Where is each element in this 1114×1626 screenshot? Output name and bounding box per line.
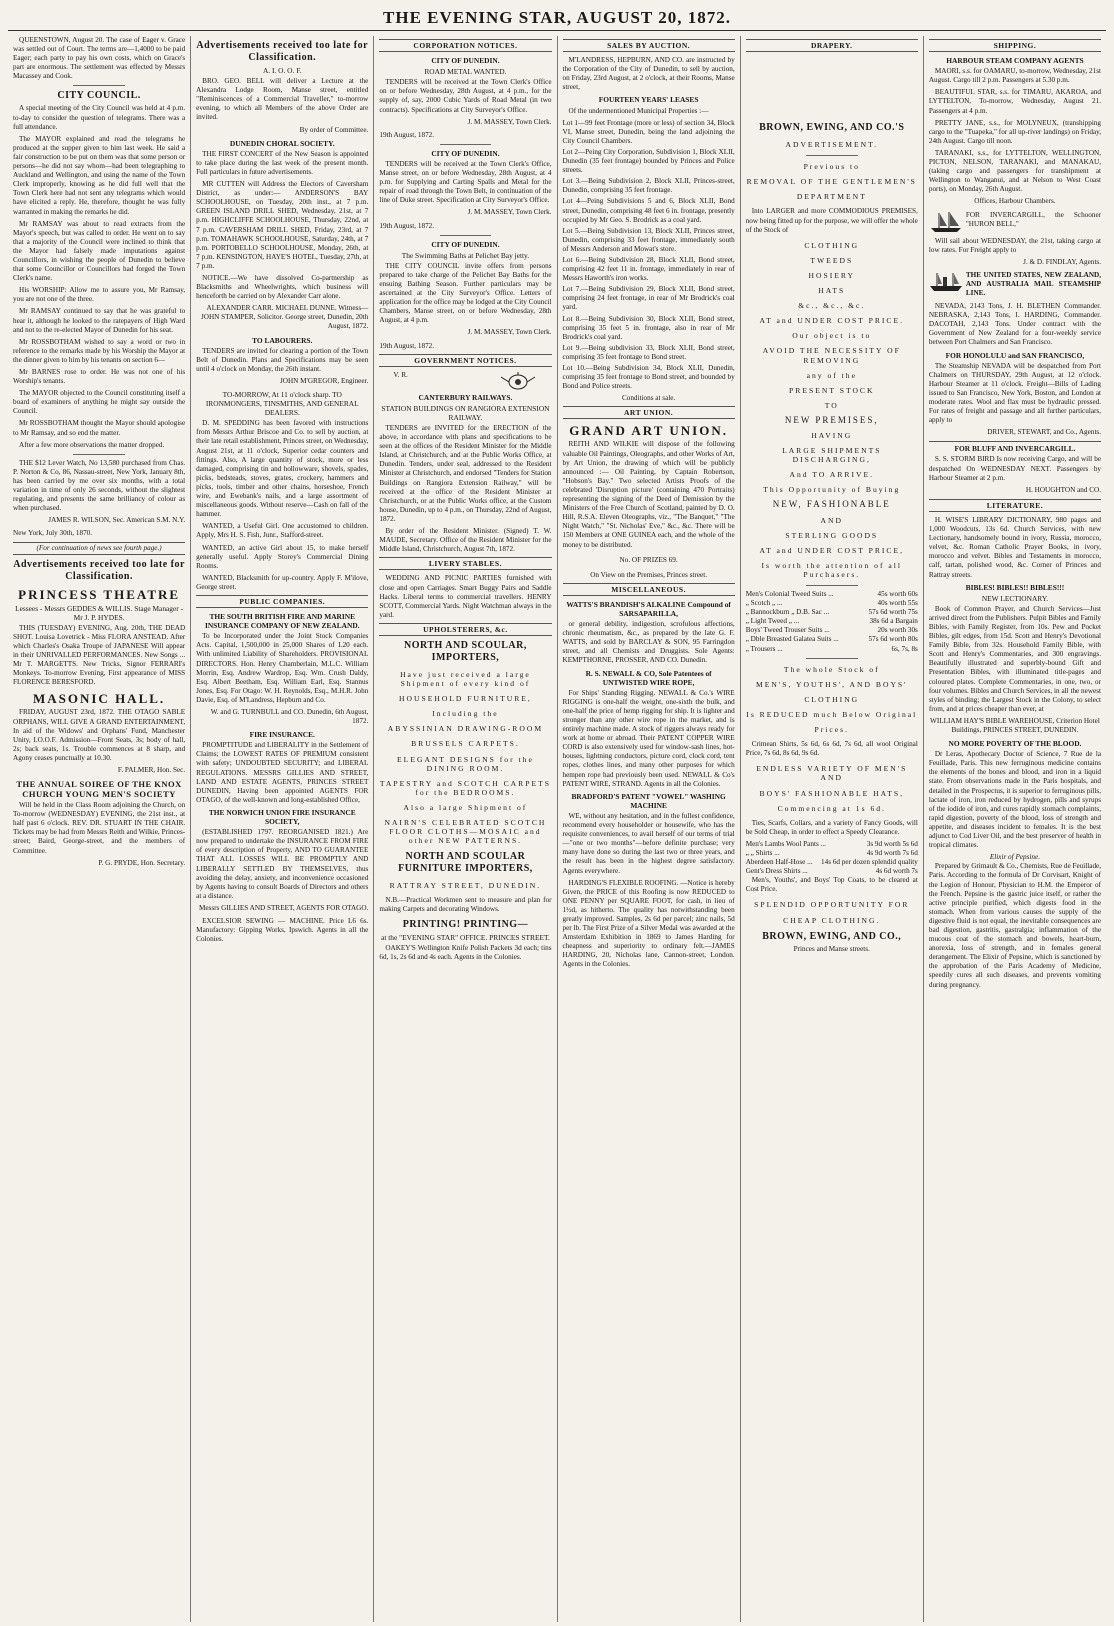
column-news (8, 36, 191, 1622)
printing-heading: PRINTING! PRINTING— (402, 918, 529, 930)
price-item: „ Trousers ... (745, 644, 783, 653)
columns (8, 36, 1106, 1622)
harbour-steam-heading: HARBOUR STEAM COMPANY AGENTS (946, 56, 1084, 66)
continuation-note: (For continuation of news see fourth page.) (13, 542, 185, 555)
drapery-line: DEPARTMENT (796, 192, 867, 202)
drapery-line: Is REDUCED much Below Original (746, 709, 918, 719)
notice-subheading: The Swimming Baths at Pelichet Bay jetty. (401, 250, 530, 260)
north-scoular-heading-2: NORTH AND SCOULAR FURNITURE IMPORTERS, (398, 851, 533, 875)
ns-line: HOUSEHOLD FURNITURE, (399, 694, 532, 704)
printing-body: at the "EVENING STAR" OFFICE. PRINCES STREET. (381, 932, 550, 942)
price-row (746, 645, 918, 654)
drapery-line: The whole Stock of (783, 664, 880, 674)
invercargill-ad (929, 211, 1101, 233)
watch-date: New York, July 30th, 1870. (13, 529, 93, 538)
bibles-signature: WILLIAM HAY'S BIBLE WAREHOUSE, Criterion Hotel Buildings, PRINCES STREET, DUNEDIN. (930, 716, 1100, 734)
price-item: „ Dble Breasted Galatea Suits ... (745, 635, 839, 644)
choral-body: THE FIRST CONCERT of the New Season is appointed to take place during the last week of the present month. Full particulars in future advertisements. (196, 149, 369, 176)
price-row (746, 635, 918, 644)
column-auctions (558, 36, 741, 1622)
wise-dictionary-ad: H. WISE'S LIBRARY DICTIONARY, 980 pages and 1,000 Woodcuts, 13s 6d. Church Services, with new Lectionary, handsomely bound in ivory, Russia, morocco, velvet, &c. Roman Catholic Prayer Books, in ivory, morocco and velvet. Bibles and Testaments in morocco, calf, tartan, polished wood, &c. Corner of Princes and Rattray streets. (928, 515, 1102, 579)
drapery-line: &c., &c., &c. (798, 301, 866, 311)
council-heading: CITY COUNCIL. (57, 90, 141, 102)
section-livery-stables: LIVERY STABLES. (379, 557, 551, 570)
price-value: 6s, 7s, 8s (891, 644, 918, 653)
bibles-subheading: NEW LECTIONARY. (981, 593, 1049, 603)
ns-line: Also a large Shipment of (403, 802, 528, 812)
divider (806, 155, 858, 156)
price-row (746, 626, 918, 635)
price-value: 4s 9d worth 7s 6d (866, 848, 918, 857)
notice-heading: CITY OF DUNEDIN. (431, 56, 500, 66)
notice-signature: J. M. MASSEY, Town Clerk. (467, 117, 552, 126)
section-upholsterers: UPHOLSTERERS, &c. (379, 623, 551, 636)
ns-line: Have just received a large Shipment of every kind of (400, 669, 531, 689)
ns-line: TAPESTRY and SCOTCH CARPETS for the BEDROOMS. (379, 778, 551, 797)
storm-bird-ad: S. S. STORM BIRD Is now receiving Cargo, and will be despatched On WEDNESDAY NEXT. Passengers by Harbour Steamer at 2 p.m. (928, 455, 1102, 482)
price-value: 40s worth 55s (877, 599, 918, 608)
invercargill-body: Will sail about WEDNESDAY, the 21st, taking cargo at low rates. For Freight apply to (928, 236, 1102, 254)
masthead: THE EVENING STAR, AUGUST 20, 1872. (8, 6, 1106, 31)
notice-date: 19th August, 1872. (379, 341, 435, 350)
column-advertisements (191, 36, 374, 1622)
drapery-line: Is worth the attention of all Purchasers. (761, 560, 902, 579)
soiree-body: Will be held in the Class Room adjoining the Church, on To-morrow (WEDNESDAY) EVENING, the 21st inst., at half past 6 o'clock. REV. DR. STUART IN THE CHAIR. Tickets may be had from Messrs Reith and Wilkie, Princes-street; Baird, George-street, and the members of Committee. (13, 801, 186, 855)
bradford-heading: BRADFORD'S PATENT "VOWEL" WASHING MACHINE (571, 791, 726, 810)
livery-ad: WEDDING AND PICNIC PARTIES furnished with close and open Carriages. Smart Buggy Pairs and Saddle Hacks. Liberal terms to commercial travellers. HENRY SCOTT, Commercial Yards. Night Watchman always in the yard. (379, 574, 552, 619)
notice-body: THE CITY COUNCIL invite offers from persons prepared to take charge of the Pelichet Bay Baths for the ensuing Bathing Season. Further particulars may be ascertained at the City Surveyor's Office. Letters of application for the office may be lodged at the City Council Chambers, Manse street, on or before Wednesday, 28th August, at 4 p.m. (379, 261, 552, 325)
lot-item: Lot 8.—Being Subdivision 30, Block XLII, Bond street, comprising 35 feet 5 in. frontage, also in rear of Mr Brodrick's coal yard. (562, 314, 735, 341)
divider (806, 585, 858, 586)
leases-intro: Of the undermentioned Municipal Properties :— (568, 106, 709, 115)
mlandress-intro: M'LANDRESS, HEPBURN, AND CO. are instructed by the Corporation of the City of Dunedin, to sell by auction, on Friday, 23rd August, at 2 o'clock, at their Rooms, Manse street, (562, 56, 735, 92)
lot-item: Lot 4—Peing Subdivisions 5 and 6, Block XLII, Bond street, Dunedin, comprising 48 feet 6 in. frontage, presently occupied by Mr Geo. S. Brodrick as a coal yard. (562, 197, 735, 224)
ship-notice: MAORI, s.s. for OAMARU, to-morrow, Wednesday, 21st August. Cargo till 2 p.m. Passengers at 5.30 p.m. (928, 67, 1102, 85)
drapery-line: Prices. (814, 725, 849, 735)
masonic-title: MASONIC HALL. (32, 691, 166, 707)
drapery-line: HOSIERY (808, 270, 856, 280)
mail-line-title: THE UNITED STATES, NEW ZEALAND, AND AUSTRALIA MAIL STEAMSHIP LINE. (965, 270, 1102, 297)
column-shipping (924, 36, 1106, 1622)
council-para: After a few more observations the matter dropped. (19, 440, 165, 449)
council-para: Mr RAMSAY continued to say that he was grateful to hear it, although he looked to the ratepayers of High Ward and not to the re-elected Mayor of Dunedin for his seat. (13, 307, 186, 334)
notice-heading: CITY OF DUNEDIN. (431, 148, 500, 158)
notice-body: TENDERS will be received at the Town Clerk's Office, Manse street, on or before Wednesday, 28th August, at 4 p.m. for Supplying and Carting Spalls and Metal for the repair of road through the Town Belt, in continuation of the line of Duke street. Specification at City Surveyor's Office. (379, 159, 552, 205)
section-sales-by-auction: SALES BY AUCTION. (563, 39, 735, 52)
choral-heading: DUNEDIN CHORAL SOCIETY. (229, 138, 335, 148)
ns-line: ABYSSINIAN DRAWING-ROOM (387, 724, 544, 734)
brown-ewing-footer: BROWN, EWING, AND CO., (762, 930, 902, 942)
bibles-body: Book of Common Prayer, and Church Services—Just arrived direct from the Publishers. Pulpit Bibles and Family Bibles, with Family Register, from 10s. Pew and Pocket Bibles, gilt edges, from 15d. Scott and Henry's Devotional Family Bible, from 32s. Household Family Bible, with Scott and Henry's Commentaries, and 300 engravings. Beautifully illustrated and superbly-bound Gift and Presentation Bibles, with illuminated title-pages and coloured plates. Complete Commentaries, in one, two, or four volumes. Bibles and Church Services, in all the newest styles of binding; the Largest Stock in the Colony, to select from, and at prices cheaper than ever, at (928, 604, 1102, 713)
drapery-line: BOYS' FASHIONABLE HATS, (759, 788, 905, 798)
drapery-line: CLOTHING (804, 240, 860, 250)
lot-item: Lot 6.—Being Subdivision 28, Block XLII, Bond street, comprising 42 feet 11 in. frontage, immediately in rear of Messrs Haworth's iron works. (562, 255, 735, 283)
canterbury-signature: By order of the Resident Minister. (Signed) T. W. MAUDE, Secretary. Office of the Resident Minister for the Middle Island, Christchurch, August 7th, 1872. (379, 527, 552, 554)
drapery-line: MEN'S, YOUTHS', AND BOYS' (756, 679, 908, 689)
drapery-line: CHEAP CLOTHING. (783, 915, 881, 925)
bibles-heading: BIBLES! BIBLES!! BIBLES!!! (965, 582, 1065, 592)
price-item: „ Light Tweed „ ... (745, 617, 800, 626)
lot-item: Lot 5.—Being Subdivision 13, Block XLII, Princes street, Dunedin, comprising 33 feet frontage, immediately south of Messrs Anderson and Mowat's store. (562, 226, 735, 253)
notice-body: TENDERS will be received at the Town Clerk's Office on or before Wednesday, 28th August, at 4 p.m., for the supply of, say, 2000 Cubic Yards of Road Metal (in two contracts). Specifications at City Surveyor's Office. (379, 78, 552, 114)
bradford-body: WE, without any hesitation, and in the fullest confidence, recommend every householder or housewife, who has the requisite conveniences, to avail herself of our terms of trial—"one or two months"—before definite purchase; very many have done so during the last two or three years, and the result has been in the highest degree satisfactory. Agents everywhere. (562, 811, 735, 875)
canterbury-heading: CANTERBURY RAILWAYS. (418, 392, 513, 402)
masonic-body: FRIDAY, AUGUST 23rd, 1872. THE OTAGO SABLE ORPHANS, WILL GIVE A GRAND ENTERTAINMENT, In aid of the Widows' and Orphans' Fund, Manchester Unity, I.O.O.F. Admission—Front Seats, 3s; body of hall, 2s; back seats, 1s. Trouble commences at 8 sharp, and Agony ceases punctually at 10.30. (13, 708, 186, 762)
labourers-heading: TO LABOURERS. (252, 335, 313, 345)
drapery-line: And TO ARRIVE. (789, 470, 874, 480)
notice-ad: NOTICE.—We have dissolved Co-partnership as Blacksmiths and Wheelwrights, which business will henceforth be carried on by Alexander Carr alone. (196, 273, 369, 301)
royal-crest (379, 371, 551, 391)
drapery-line: Commencing at 1s 6d. (777, 803, 886, 813)
drapery-line: NEW PREMISES, (784, 414, 879, 425)
section-shipping: SHIPPING. (929, 39, 1101, 52)
section-drapery: DRAPERY. (746, 39, 918, 52)
ns-line: BRUSSELS CARPETS. (411, 739, 520, 749)
watch-signature: JAMES R. WILSON, Sec. American S.M. N.Y. (48, 516, 186, 525)
sewing-machine-ad: EXCELSIOR SEWING — MACHINE. Price L6 6s. Manufactory: Gipping Works, Ipswich. Agents in all the Colonies. (196, 916, 369, 944)
honolulu-body: The Steamship NEVADA will be despatched from Port Chalmers on THURSDAY, 29th August, at 12 o'clock. Harbour Steamer at 11 o'clock. Freight—Bills of Lading issued to San Francisco, New York, Boston, and London at moderate rates. Wool and flax must be hydraulic pressed. For rates of freight and passage and all further particulars, apply to (928, 361, 1102, 425)
price-value: 20s worth 30s (877, 626, 918, 635)
pepsine-heading: Elixir of Pepsine. (989, 853, 1040, 862)
late-ads-heading: Advertisements received too late for Classification. (13, 558, 185, 582)
section-public-companies: PUBLIC COMPANIES. (196, 595, 368, 608)
advertisement-label: ADVERTISEMENT. (785, 140, 879, 150)
masonic-signature: F. PALMER, Hon. Sec. (117, 766, 186, 774)
notice-signature: J. M. MASSEY, Town Clerk. (467, 328, 552, 337)
on-view: On View on the Premises, Princes street. (590, 570, 707, 579)
section-miscellaneous: MISCELLANEOUS. (563, 583, 735, 596)
soiree-signature: P. G. PRYDE, Hon. Secretary. (98, 858, 186, 867)
conditions: Conditions at sale. (621, 394, 676, 403)
price-row (746, 840, 918, 849)
steamship-icon (929, 271, 963, 293)
council-para: Mr ROSSBOTHAM thought the Mayor should apologise to Mr Ramsay, and so end the matter. (13, 419, 186, 437)
ship-notice: TARANAKI, s.s., for LYTTELTON, WELLINGTON, PICTON, NELSON, TARANAKI, and MANAKAU, (taking cargo and passengers for transhipment at Wellington to Wanganui, and at Nelson to West Coast ports), on Monday, 26th August. (928, 148, 1102, 194)
fire-heading: FIRE INSURANCE. (249, 730, 315, 740)
cutten-ad: MR CUTTEN will Address the Electors of Caversham District, as under:— ANDERSON'S BAY SCHOOLHOUSE, on Tuesday, 20th inst., at 7 p.m. GREEN ISLAND DRILL SHED, Wednesday, 21st, at 7 p.m. HIGHCLIFFE SCHOOLHOUSE, Thursday, 22nd, at 7 p.m. CAVERSHAM DRILL SHED, Friday, 23rd, at 7 p.m. TOMAHAWK SCHOOLHOUSE, Saturday, 24th, at 7 p.m. PORTOBELLO SCHOOLHOUSE, Monday, 26th, at 7 p.m. KENSINGTON, HAYE'S HOTEL, Tuesday, 27th, at 7 p.m. (196, 180, 369, 270)
drapery-line: LARGE SHIPMENTS DISCHARGING, (782, 446, 882, 465)
drapery-line: CLOTHING (804, 694, 860, 704)
notice-subheading: ROAD METAL WANTED. (424, 67, 507, 77)
drapery-line: NEW, FASHIONABLE (772, 499, 891, 510)
sbfm-heading: THE SOUTH BRITISH FIRE AND MARINE INSURANCE COMPANY OF NEW ZEALAND. (204, 612, 360, 631)
divider (73, 85, 125, 86)
drapery-line: PRESENT STOCK (789, 385, 875, 395)
honolulu-heading: FOR HONOLULU and SAN FRANCISCO, (945, 350, 1085, 360)
lot-item: Lot 3.—Being Subdivision 2, Block XLII, Princes-street, Dunedin, comprising 35 feet frontage. (562, 177, 735, 195)
aoof-signature: By order of Committee. (299, 125, 369, 134)
theatre-body: THIS (TUESDAY) EVENING, Aug. 20th, THE DEAD SHOT. Louisa Lovetrick - Miss FLORA ANSTEAD. After which Charles's Osaka Troupe of JAPANESE Will appear in their UNRIVALLED PERFORMANCES. New Songs ... Mr T. MARGETTS. New Tricks, Signor FERRARI's Monkeys. To-morrow Evening, First appearance of MISS FLORENCE BERESFORD. (13, 623, 186, 687)
drapery-line: REMOVAL OF THE GENTLEMEN'S (746, 177, 917, 187)
price-value: 3s 9d worth 5s 6d (866, 839, 918, 848)
drapery-line: TO (824, 400, 839, 410)
harding-ad: HARDING'S FLEXIBLE ROOFING. —Notice is hereby Given, the PRICE of this Roofing is now REDUCED to ONE PENNY per SQUARE FOOT, for cash, in lieu of 1½d, as hitherto. The quality has notwithstanding been greatly improved. Samples, 2s 6d per parcel; zinc nails, 5d per lb. The First Prize of a Silver Medal was awarded at the Amsterdam Exhibition in 1869 to James Harding for cheapness and superiority to ordinary felt.—JAMES HARDING, 20, Nicholas lane, Cannon-street, London. Agents in the Colonies. (562, 878, 735, 969)
drapery-line: Into LARGER and more COMMODIOUS PREMISES, now being fitted up for the purpose, we will offer the whole of the Stock of (745, 207, 918, 234)
art-union-heading: GRAND ART UNION. (569, 423, 728, 439)
poverty-heading: NO MORE POVERTY OF THE BLOOD. (948, 739, 1082, 749)
council-para: The MAYOR explained and read the telegrams he produced at the supper given to him last week. He said a fair construction to be put on them was that some person or persons—he did not say whom—had been telegraphing to Auckland and Wellington, and using the name of the Town Clerk improperly, knowing as he did full well that the Town Clerk here had not sent any telegrams which would have elicited a reply. He, therefore, thought he was fully warranted in making the remarks he did. (13, 134, 186, 216)
price-item: Gent's Dress Shirts ... (745, 867, 808, 876)
lot-item: Lot 1—99 feet Frontage (more or less) of section 34, Block VI, Manse street, Dunedin, being the land adjoining the City Council Chambers. (562, 118, 735, 145)
labourers-body: TENDERS are invited for clearing a portion of the Town Belt of Dunedin. Plans and Specifications may be seen until 4 o'clock on Monday, the 26th instant. (196, 346, 369, 373)
price-item: Boys' Tweed Trouser Suits ... (745, 626, 830, 635)
crimean-shirts: Crimean Shirts, 5s 6d, 6s 6d, 7s 6d, all wool Original Price, 7s 6d, 8s 6d, 9s 6d. (745, 740, 918, 758)
aoof-heading: A. I. O. O. F. (262, 66, 302, 75)
sbfm-body: To be Incorporated under the Joint Stock Companies Acts. Capital, 1,500,000 in 25,000 Shares of L20 each. With unlimited Liability of Shareholders. PROVISIONAL DIRECTORS. Hon. Henry Chamberlain, M.L.C. William Morrin, Esq. Andrew Wardrop, Esq. Wm. Crush Daldy, Esq. Albert Beetham, Esq. William Earl, Esq. Stannus Jones, Esq. For Otago: W. H. Reynolds, Esq., M.H.R. John Davie, Esq. of M'Landress, Hepburn and Co. (196, 632, 369, 704)
drapery-line: Our object is to (792, 331, 872, 341)
price-row (746, 617, 918, 626)
drapery-line: STERLING GOODS (785, 530, 879, 540)
notice-date: 19th August, 1872. (379, 130, 435, 139)
price-row (746, 599, 918, 608)
wanted-ad: WANTED, a Useful Girl. One accustomed to children. Apply, Mrs H. S. Fish, Junr., Stafford-street. (196, 522, 369, 540)
watch-ad: THE $12 Lever Watch, No 13,580 purchased from Chas. P. Norton & Co, 86, Nassau-street, New York, January 8th, has been carried by me over six months, with a total variation in time of only 26 seconds, without the slightest regulating, and presents the same brilliancy of colour as when purchased. (13, 458, 186, 513)
norwich-signature: Messrs GILLIES AND STREET, AGENTS FOR OTAGO. (198, 903, 369, 912)
norwich-heading: THE NORWICH UNION FIRE INSURANCE SOCIETY, (208, 807, 356, 827)
section-corporation-notices: CORPORATION NOTICES. (379, 39, 551, 52)
labourers-signature: JOHN M'GREGOR, Engineer. (280, 376, 369, 385)
drapery-line: HATS (818, 286, 846, 296)
divider (806, 658, 858, 659)
lots-list (563, 119, 735, 392)
newall-body: For Ships' Standing Rigging. NEWALL & Co.'s WIRE RIGGING is one-half the weight, one-sixth the bulk, and one-half the price of hemp rigging for ship. It is lighter and stronger than any other wire rope in the market, and is entirely machine made. A stock of riggers always ready for work at home or abroad. Their PATENT COPPER WIRE CORD is also extensively used for window-sash lines, hot-houses, lightning conductors, picture cord, clock cord, tent ropes, clothes lines, and many other purposes for which hempen rope had previously been used. NEWALL & Co's PATENT WIRE, STRAND. Agents in all the Colonies. (562, 688, 735, 788)
norwich-body: (ESTABLISHED 1797. REORGANISED 1821.) Are now prepared to undertake the INSURANCE FROM FIRE of every description of Property, AND TO GUARANTEE THAT ALL LOSSES WILL BE PROMPTLY AND LIBERALLY SETTLED BY THEMSELVES, thus avoiding the delay, anxiety, and inconvenience occasioned by Agents having to consult Boards of Directors and others at a distance. (196, 828, 369, 900)
drapery-line: any of the (806, 370, 857, 380)
vr-monogram: V. R. (393, 370, 408, 379)
spedding-ad: D. M. SPEDDING has been favored with instructions from Messrs Arthur Briscoe and Co. to sell by auction, at their late retail establishment, Princes street, on Wednesday, August 21st, at 11 o'clock, Superior cedar counters and fittings. Also, A large quantity of stock, more or less damaged, comprising tin and hollowware, shovels, spades, picks, bedsteads, stoves, grates, crockery, hammers and picks, tools, timber and other chains, horseshoe, French wire, and Ewebank's nails, and a large assortment of miscellaneous goods. Without reserve—Cash on fall of the hammer. (196, 419, 369, 519)
notice-heading: CITY OF DUNEDIN. (431, 239, 500, 249)
lot-item: Lot 9.—Being subdivision 33, Block XLII, Bond street, comprising 35 feet frontage to Bond street. (562, 343, 735, 361)
wanted-ad: WANTED, Blacksmith for up-country. Apply F. M'ilove, George street. (196, 573, 369, 591)
section-literature: LITERATURE. (929, 499, 1101, 512)
oakey-ad: OAKEY'S Wellington Knife Polish Packets 3d each; tins 6d, 1s, 2s 6d and 4s each. Agents in the Colonies. (379, 943, 552, 961)
pepsine-body: Prepared by Grimault & Co., Chemists, Rue de Feuillade, Paris. According to the formula of Dr Corvisart, Knight of the Legion of Honour, Physician to H.M. the Emperor of the French. Pepsine is the gastric juice itself, or rather the active principle purified, which digests food in the stomach. When from various causes the supply of the digestive fluid is not equal, the inevitable consequences are bad digestion, gastritis, gastralgia; inflammation of the mucous coat of the stomach and bowels, heart-burn, anorexia, loss of strength, and in females general derangement. The Elixir of Pepsine, which is sanctioned by the approbation of the Paris Academy of Medicine, speedily cures all such diseases, and prevents vomiting during pregnancy. (928, 862, 1102, 989)
drapery-line: SPLENDID OPPORTUNITY FOR (754, 900, 910, 910)
canterbury-subheading: STATION BUILDINGS ON RANGIORA EXTENSION RAILWAY. (381, 403, 550, 422)
price-item: Men's Lambs Wool Pants ... (745, 839, 826, 848)
leases-heading: FOURTEEN YEARS' LEASES (598, 95, 699, 105)
notice-signature: J. M. MASSEY, Town Clerk. (467, 208, 552, 217)
section-government-notices: GOVERNMENT NOTICES. (379, 354, 551, 367)
canterbury-body: TENDERS are INVITED for the ERECTION of the above, in accordance with plans and specifications to be seen at the offices of the Resident Minister for the Middle Island, at Christchurch, and at the Public Works Office, at Dunedin. Tenders, under seal, addressed to the Resident Minister at Christchurch, and endorsed "Tenders for Station Buildings on Rangiora Extension Railway," will be received at the office of the Resident Minister at Christchurch, or at the Public Works office, at the Custom house, Dunedin, up to 4 p.m., on Thursday, 22nd of August, 1872. (379, 424, 552, 523)
drapery-line: TWEEDS (810, 255, 854, 265)
price-item: „ Bannockburn „ D.B. Sac ... (745, 608, 830, 617)
aoof-body: BRO. GEO. BELL will deliver a Lecture at the Alexandra Lodge Room, Manse street, entitled "Reminiscences of a Commercial Traveller," to-morrow evening, to which all Members of the above Order are invited. (196, 77, 369, 122)
lot-item: Lot 7.—Being Subdivision 29, Block XLII, Bond street, comprising 24 feet frontage, in rear of Mr Brodrick's coal yard. (562, 285, 735, 312)
price-row (746, 608, 918, 617)
drapery-line: ENDLESS VARIETY OF MEN'S AND (756, 764, 908, 783)
invercargill-title: FOR INVERCARGILL, the Schooner "HURON BELL," (965, 210, 1102, 228)
newall-heading: R. S. NEWALL & CO, Sole Patentees of UNTWISTED WIRE ROPE, (585, 668, 712, 687)
theatre-title: PRINCESS THEATRE (18, 586, 181, 602)
council-para: A special meeting of the City Council was held at 4 p.m. to-day to consider the question of telegrams. There was a full attendance. (13, 104, 186, 131)
drapery-line: AND (820, 515, 843, 525)
art-union-body: REITH AND WILKIE will dispose of the following valuable Oil Paintings, Oleographs, and other Works of Art, by Art Union, the drawing of which will be publicly announced :— Oil Painting, by Captain Robertson, "Hobson's Bay." Two selected Artists Proofs of the celebrated 'Disruption picture' (containing 470 Portraits) representing the signing of the Deed of Demission by the Ministers of the Free Church of Scotland, painted by D. O. Hill, R.S.A. Eleven Oleographs, viz., "The Banquet," "The Night Watch," "St. Nicholas' Eve," &c., &c. There will be 150 Members at ONE GUINEA each, and the whole of the money to be distributed. (562, 440, 735, 549)
offices: Offices, Harbour Chambers. (974, 197, 1056, 206)
ns-note: N.B.—Practical Workmen sent to measure and plan for making Carpets and decorating Windows. (379, 896, 552, 914)
price-item: Men's Colonial Tweed Suits ... (745, 590, 834, 598)
ship-notice: BEAUTIFUL STAR, s.s. for TIMARU, AKAROA, and LYTTELTON, To-morrow, Wednesday, August 21. Passengers at 4 p.m. (928, 88, 1102, 115)
price-value: 45s worth 60s (877, 590, 918, 598)
watts-heading: WATTS'S BRANDISH'S ALKALINE Compound of SARSAPARILLA, (566, 599, 731, 618)
council-para: Mr ROSSBOTHAM wished to say a word or two in reference to the remarks made by his Worship the Mayor at the dinner given to him by his tenants on section 6— (13, 337, 186, 364)
fire-body: PROMPTITUDE and LIBERALITY in the Settlement of Claims; the LOWEST RATES OF PREMIUM consistent with safety; UNDOUBTED SECURITY; and LIBERAL REGULATIONS. MESSRS GILLIES AND STREET, LAND AND ESTATE AGENTS, PRINCES STREET DUNEDIN, Having been appointed AGENTS FOR OTAGO, of the well-known and long-established Office, (196, 741, 369, 804)
divider (73, 454, 125, 455)
divider (440, 235, 492, 236)
drapery-line: AT and UNDER COST PRICE. (759, 316, 905, 326)
notice-signature: ALEXANDER CARR. MICHAEL DUNNE. Witness—JOHN STAMPER, Solicitor. George street, Dunedin, 20th August, 1872. (200, 304, 369, 331)
column-notices (374, 36, 557, 1622)
ironmongers-heading: TO-MORROW, At 11 o'clock sharp. TO IRONMONGERS, TINSMITHS, AND GENERAL DEALERS. (205, 390, 359, 418)
drapery-line: AVOID THE NECESSITY OF REMOVING (762, 346, 901, 365)
ns-line: Including the (432, 709, 499, 719)
drapery-line: This Opportunity of Buying (763, 485, 901, 495)
council-para: His WORSHIP: Allow me to assure you, Mr Ramsay, you are not one of the three. (13, 286, 186, 304)
price-row (746, 858, 918, 867)
wanted-ad: WANTED, an active Girl about 15, to make herself generally useful. Apply Storey's Commercial Dining Rooms. (196, 543, 369, 570)
late-ads-heading: Advertisements received too late for Classification. (196, 40, 369, 63)
ns-line: NAIRN'S CELEBRATED SCOTCH FLOOR CLOTHS—MOSAIC and other NEW PATTERNS. (384, 818, 547, 846)
mail-line-ad (929, 271, 1101, 298)
price-list-2 (746, 840, 918, 876)
ties-line: Ties, Scarfs, Collars, and a variety of Fancy Goods, will be Sold Cheap, in order to effect a Speedy Clearance. (745, 818, 918, 836)
council-para: The MAYOR objected to the Council constituting itself a board of examiners of anything he might say outside the Council. (13, 389, 186, 416)
mail-line-body: NEVADA, 2143 Tons, J. H. BLETHEN Commander. NEBRASKA, 2,143 Tons, I. HARDING, Commander. DACOTAH, 2,143 Tons. Under contract with the Government of New Zealand for a four-weekly service between Port Chalmers and San Francisco. (928, 302, 1102, 347)
price-item: „ „ Shirts ... (745, 848, 780, 857)
ns-address: RATTRAY STREET, DUNEDIN. (389, 881, 542, 891)
brown-ewing-address: Princes and Manse streets. (793, 944, 870, 953)
price-value: 38s 6d a Bargain (869, 617, 918, 626)
price-value: 57s 6d worth 80s (868, 635, 918, 644)
theatre-lessees: Lessees - Messrs GEDDES & WILLIS. Stage Manager - Mr J. P. HYDES. (15, 603, 184, 622)
price-row (746, 849, 918, 858)
section-art-union: ART UNION. (563, 406, 735, 419)
ns-line: ELEGANT DESIGNS for the DINING ROOM. (397, 754, 534, 773)
price-list (746, 590, 918, 654)
council-para: Mr RAMSAY was about to read extracts from the Mayor's speech, but was called to order. He went on to say that a majority of the Council were inclined to think that the Mayor had falsely made imputations against Councillors, in wishing the people of Dunedin to believe that some Councillor or Councillors had forged the Town Clerk's name. (13, 219, 186, 283)
drapery-line: Previous to (803, 162, 860, 172)
schooner-icon (929, 211, 963, 233)
price-value: 57s 6d worth 75s (868, 608, 918, 617)
prizes: No. OF PRIZES 69. (619, 555, 678, 564)
crest-icon (498, 371, 538, 391)
invercargill-signature: J. & D. FINDLAY, Agents. (1023, 257, 1102, 266)
lot-item: Lot 2—Peing City Corporation, Subdivision 1, Block XLII, Dunedin (35 feet frontage) bounded by Princes and Police streets. (562, 147, 735, 175)
sbfm-signature: W. and G. TURNBULL and CO. Dunedin, 6th August, 1872. (210, 708, 369, 726)
ship-notice: PRETTY JANE, s.s., for MOLYNEUX, (transhipping cargo to the "Tuapeka," for all up-river landings) on Friday, 24th August. Cargo till noon. (928, 118, 1102, 145)
price-value: 14s 6d per dozen splendid quality (821, 858, 918, 867)
price-item: Aberdeen Half-Hose ... (745, 858, 813, 867)
bluff-heading: FOR BLUFF AND INVERCARGILL. (929, 441, 1101, 453)
soiree-title: THE ANNUAL SOIREE OF THE KNOX CHURCH YOUNG MEN'S SOCIETY (16, 779, 182, 800)
watts-body: or general debility, indigestion, scrofulous affections, chronic rheumatism, &c., as prepared by the late G. F. WATTS, and sold by BARCLAY & SON, 95 Farringdon street, and all Chemists and Druggists. Sole Agents: KEMPTHORNE, PROSSER, AND CO. Dunedin. (562, 620, 735, 665)
notice-date: 19th August, 1872. (379, 221, 435, 230)
price-value: 4s 6d worth 7s (875, 867, 918, 876)
drapery-line: HAVING (811, 430, 853, 440)
honolulu-signature: DRIVER, STEWART, and Co., Agents. (987, 428, 1102, 437)
price-row (746, 867, 918, 876)
divider (440, 144, 492, 145)
storm-bird-signature: H. HOUGHTON and CO. (1025, 485, 1102, 494)
council-para: Mr BARNES rose to order. He was not one of his Worship's tenants. (13, 368, 186, 386)
poverty-body: Dr Leras, Apothecary Doctor of Science, 7 Rue de la Feuillade, Paris. This new ferruginous medicine contains the elements of the bones and blood, and iron in a liquid state. From observations made in the Paris hospitals, and detailed in the Prospectus, it is superior to ferruginous pills, lactate of iron, iron reduced by hydrogen, pills and syrups of the iodide of iron, and cures rapidly stomach complaints, rapid digestion, poverty of the blood, loss of strength and appetite, and diseases incident to females. It is the best adjunct to Cod Liver Oil, and the best preserver of health in tropical climates. (928, 750, 1102, 850)
brown-ewing-heading: BROWN, EWING, AND CO.'S (759, 122, 905, 134)
queenstown-news: QUEENSTOWN, August 20. The case of Eager v. Grace was settled out of Court. The terms are—1,4000 to be paid Eager; each party to pay his own costs, which on Grace's part are enormous. The settlement was effected by Messrs Macassey and Cook. (13, 36, 186, 81)
drapery-line: AT and UNDER COST PRICE, (759, 545, 905, 555)
price-item: „ Scotch „ ... (745, 599, 783, 608)
north-scoular-heading: NORTH AND SCOULAR, IMPORTERS, (404, 639, 527, 663)
column-drapery (741, 36, 924, 1622)
lot-item: Lot 10.—Being Subdivision 34, Block XLII, Dunedin, comprising 35 feet frontage to Bond street, and bounded by Bond and Police streets. (562, 364, 735, 391)
price-row (746, 590, 918, 599)
top-coats: Men's, Youths', and Boys' Top Coats, to be cleared at Cost Price. (745, 876, 918, 894)
